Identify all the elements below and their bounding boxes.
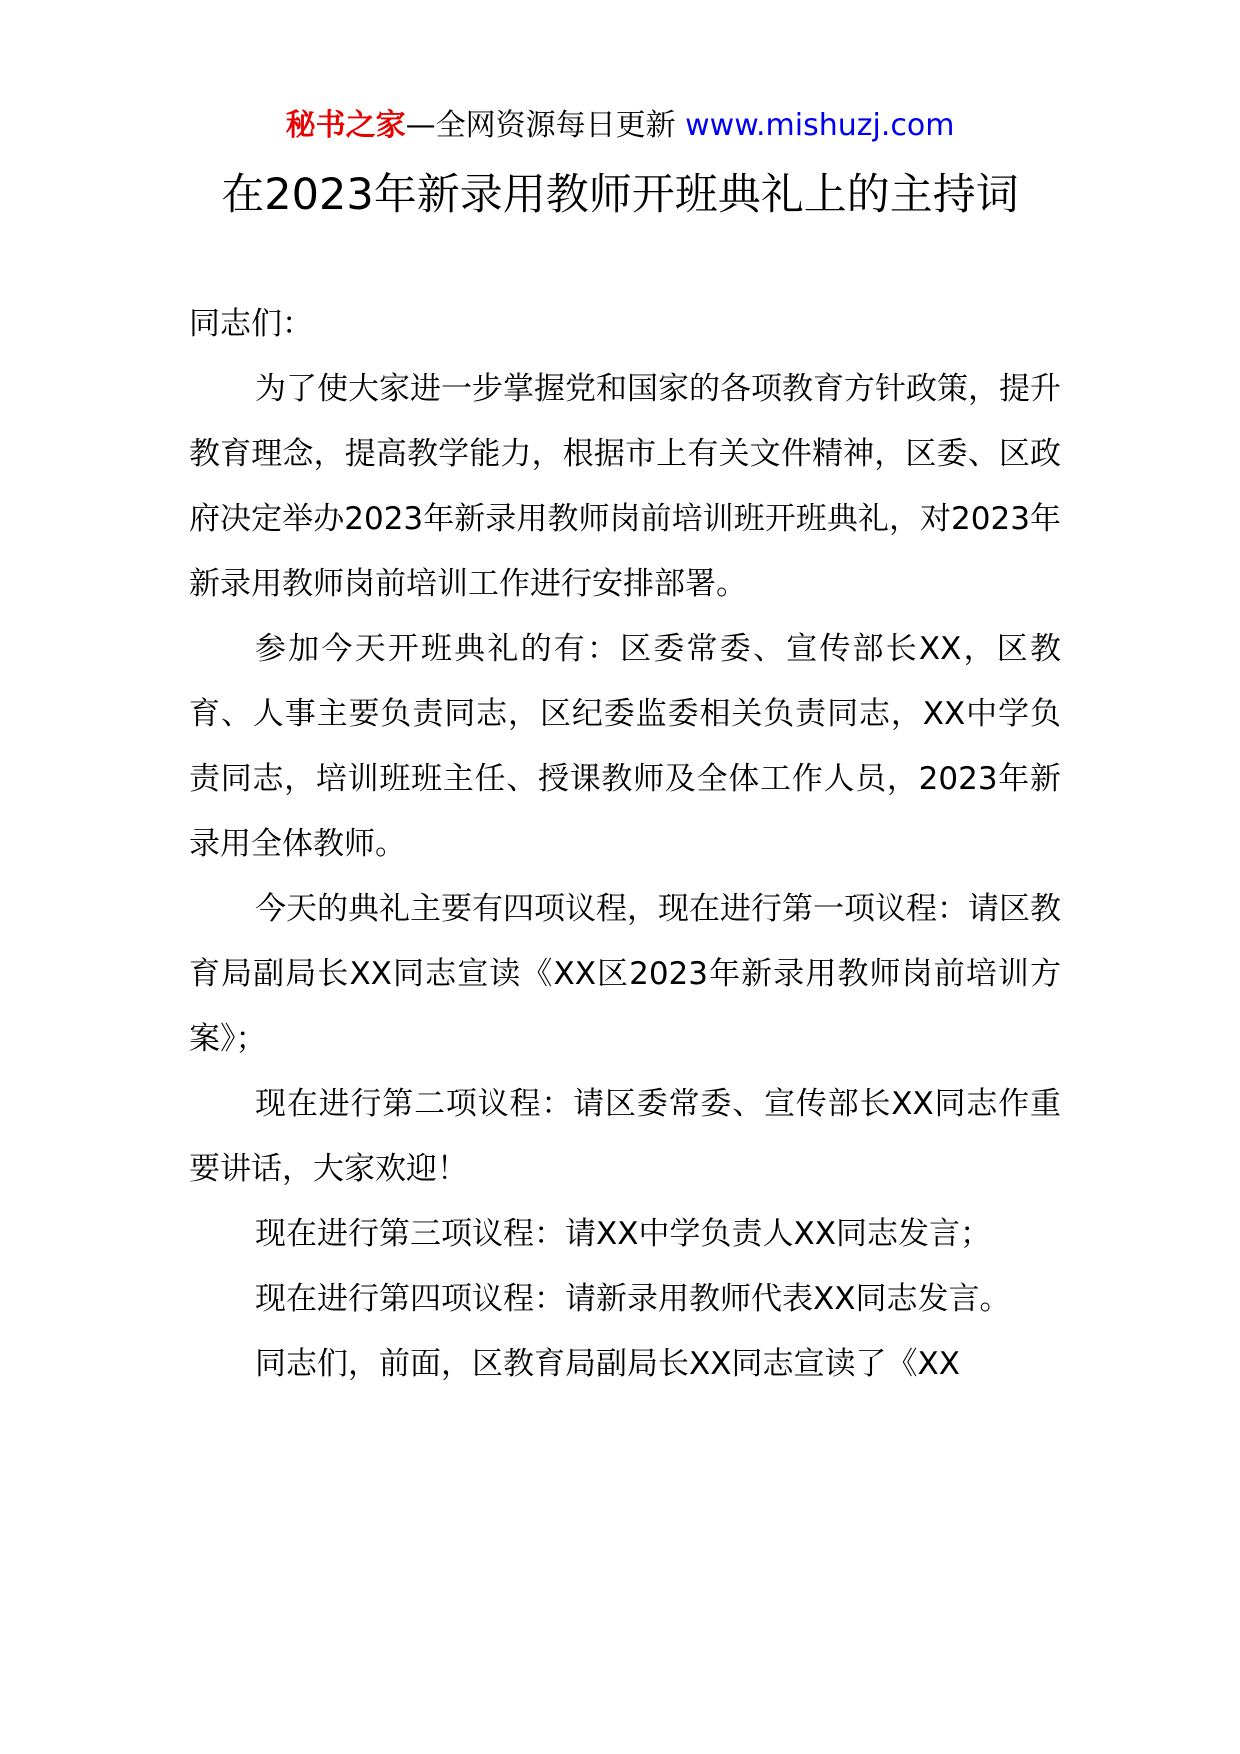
paragraph: 为了使大家进一步掌握党和国家的各项教育方针政策，提升教育理念，提高教学能力，根据市上有关文件精神，区委、区政府决定举办2023年新录用教师岗前培训班开班典礼，对2023年新录用教师岗前培训工作进行安排部署。 (189, 371, 1061, 602)
document-title: 在2023年新录用教师开班典礼上的主持词 (221, 170, 1019, 220)
watermark-header (0, 104, 1240, 148)
header-tagline: —全网资源每日更新 (405, 108, 676, 143)
paragraph: 现在进行第三项议程：请XX中学负责人XX同志发言； (255, 1216, 991, 1252)
paragraph: 参加今天开班典礼的有：区委常委、宣传部长XX，区教育、人事主要负责同志，区纪委监委相关负责同志，XX中学负责同志，培训班班主任、授课教师及全体工作人员，2023年新录用全体教师。 (189, 631, 1061, 862)
paragraph: 现在进行第二项议程：请区委常委、宣传部长XX同志作重要讲话，大家欢迎！ (189, 1086, 1061, 1187)
paragraph: 同志们，前面，区教育局副局长XX同志宣读了《XX (255, 1346, 960, 1382)
site-url-link[interactable]: www.mishuzj.com (685, 108, 955, 143)
salutation: 同志们： (189, 306, 313, 342)
document-body (189, 292, 1061, 1397)
paragraph: 今天的典礼主要有四项议程，现在进行第一项议程：请区教育局副局长XX同志宣读《XX区2023年新录用教师岗前培训方案》； (189, 891, 1061, 1057)
paragraph: 现在进行第四项议程：请新录用教师代表XX同志发言。 (255, 1281, 1011, 1317)
brand-name: 秘书之家 (285, 108, 406, 143)
